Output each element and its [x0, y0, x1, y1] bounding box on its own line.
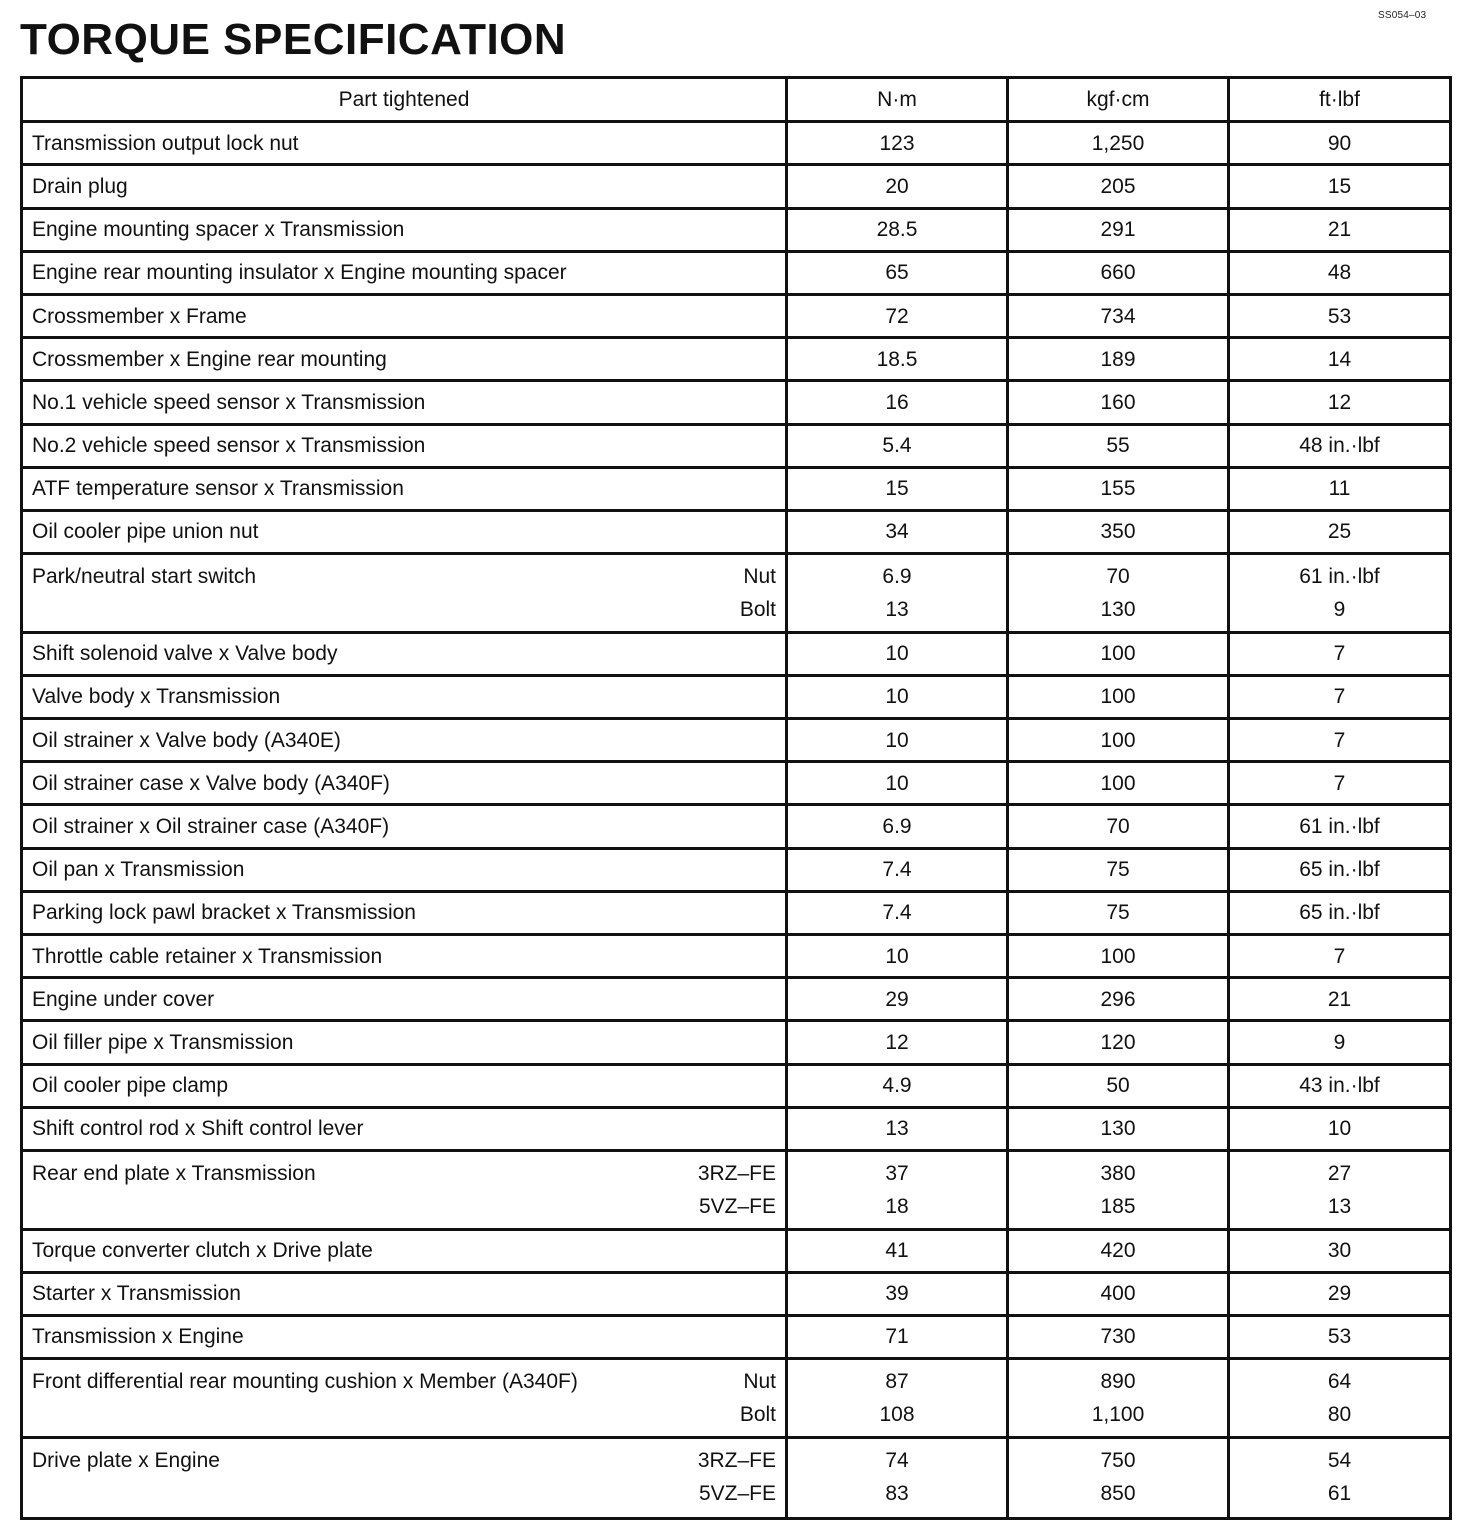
- value-kgf: 420: [1009, 1231, 1230, 1271]
- part-name: No.1 vehicle speed sensor x Transmission: [23, 382, 788, 422]
- value-kgf: 185: [1100, 1194, 1136, 1218]
- part-name: Parking lock pawl bracket x Transmission: [23, 893, 788, 933]
- part-name: Oil filler pipe x Transmission: [23, 1022, 788, 1062]
- sub-labels: [740, 560, 776, 626]
- value-ft: 90: [1327, 131, 1352, 155]
- part-name: Shift control rod x Shift control lever: [23, 1109, 788, 1149]
- sub-labels: [698, 1157, 776, 1223]
- value-kgf: 660: [1009, 253, 1230, 293]
- value-ft: 7: [1333, 944, 1346, 968]
- part-name: Front differential rear mounting cushion x Member (A340F): [32, 1370, 578, 1394]
- sub-labels: [698, 1444, 776, 1510]
- table-row: [23, 677, 1449, 720]
- part-name: Oil strainer x Valve body (A340E): [23, 720, 788, 760]
- document-code: SS054–03: [1378, 10, 1427, 21]
- value-kgf: 75: [1009, 850, 1230, 890]
- value-ft: 7: [1333, 642, 1346, 666]
- part-name: Transmission output lock nut: [23, 123, 788, 163]
- value-ft: 48: [1327, 261, 1352, 285]
- value-nm: 83: [885, 1481, 909, 1505]
- value-nm: 13: [885, 598, 909, 622]
- value-kgf-cell: [1009, 555, 1230, 631]
- table-row: [23, 426, 1449, 469]
- value-ft: 27: [1327, 1161, 1352, 1185]
- value-kgf: 100: [1009, 763, 1230, 803]
- value-kgf: 1,250: [1009, 123, 1230, 163]
- header-part: Part tightened: [23, 79, 788, 120]
- value-ft: 21: [1327, 987, 1352, 1011]
- part-name: Starter x Transmission: [23, 1274, 788, 1314]
- sub-label: Nut: [743, 1370, 776, 1394]
- part-name: Transmission x Engine: [23, 1317, 788, 1357]
- part-name: Oil pan x Transmission: [23, 850, 788, 890]
- value-ft: 65 in.·lbf: [1299, 901, 1380, 925]
- part-name: Crossmember x Frame: [23, 296, 788, 336]
- table-row: [23, 634, 1449, 677]
- value-ft: 53: [1327, 1325, 1352, 1349]
- value-nm: 10: [788, 634, 1009, 674]
- part-name: Drain plug: [23, 166, 788, 206]
- sub-label: Bolt: [739, 1403, 776, 1427]
- table-row: [23, 979, 1449, 1022]
- value-nm: 10: [788, 763, 1009, 803]
- value-ft: 61 in.·lbf: [1299, 565, 1380, 589]
- sub-label: Bolt: [739, 598, 776, 622]
- part-name: No.2 vehicle speed sensor x Transmission: [23, 426, 788, 466]
- value-nm: 108: [879, 1403, 915, 1427]
- value-ft: 61 in.·lbf: [1299, 815, 1380, 838]
- value-kgf: 734: [1009, 296, 1230, 336]
- value-ft: 7: [1333, 771, 1346, 795]
- part-name: Drive plate x Engine: [32, 1448, 220, 1472]
- value-nm: 87: [885, 1370, 909, 1394]
- value-nm: 18: [885, 1194, 909, 1218]
- table-row: [23, 253, 1449, 296]
- sub-labels: [740, 1365, 776, 1431]
- table-row: [23, 1360, 1449, 1439]
- value-kgf-cell: [1009, 1152, 1230, 1228]
- part-cell: [23, 1439, 788, 1518]
- value-kgf: 70: [1009, 806, 1230, 846]
- value-ft: 7: [1333, 728, 1346, 752]
- table-row: [23, 936, 1449, 979]
- value-nm: 7.4: [788, 893, 1009, 933]
- part-name: Oil cooler pipe clamp: [23, 1066, 788, 1106]
- table-row: [23, 512, 1449, 555]
- value-nm: 16: [788, 382, 1009, 422]
- sub-label: 3RZ–FE: [697, 1161, 776, 1185]
- value-ft: 53: [1327, 304, 1352, 328]
- value-kgf: 296: [1009, 979, 1230, 1019]
- value-nm: 10: [788, 936, 1009, 976]
- value-kgf: 189: [1009, 339, 1230, 379]
- part-name: Shift solenoid valve x Valve body: [23, 634, 788, 674]
- value-nm: 12: [788, 1022, 1009, 1062]
- value-ft: 29: [1327, 1282, 1352, 1306]
- table-row: [23, 339, 1449, 382]
- value-nm: 6.9: [788, 806, 1009, 846]
- value-ft: 48 in.·lbf: [1299, 434, 1380, 458]
- value-ft: 14: [1327, 347, 1352, 371]
- part-name: Engine mounting spacer x Transmission: [23, 210, 788, 250]
- value-ft: 7: [1333, 685, 1346, 709]
- part-name: Oil cooler pipe union nut: [23, 512, 788, 552]
- value-kgf: 155: [1009, 469, 1230, 509]
- value-kgf: 120: [1009, 1022, 1230, 1062]
- value-nm: 37: [885, 1161, 909, 1185]
- table-header-row: [23, 79, 1449, 123]
- value-ft: 54: [1327, 1448, 1352, 1472]
- value-nm: 7.4: [788, 850, 1009, 890]
- table-row: [23, 720, 1449, 763]
- table-row: [23, 806, 1449, 849]
- value-nm: 15: [788, 469, 1009, 509]
- table-row: [23, 1109, 1449, 1152]
- value-nm: 34: [788, 512, 1009, 552]
- value-kgf: 350: [1009, 512, 1230, 552]
- value-kgf: 291: [1009, 210, 1230, 250]
- value-nm: 13: [788, 1109, 1009, 1149]
- value-ft-cell: [1230, 555, 1449, 631]
- part-name: ATF temperature sensor x Transmission: [23, 469, 788, 509]
- table-row: [23, 1152, 1449, 1231]
- value-nm: 123: [788, 123, 1009, 163]
- value-nm: 72: [788, 296, 1009, 336]
- value-kgf: 50: [1009, 1066, 1230, 1106]
- value-nm: 74: [885, 1448, 909, 1472]
- table-row: [23, 893, 1449, 936]
- table-row: [23, 1274, 1449, 1317]
- value-nm-cell: [788, 1152, 1009, 1228]
- table-row: [23, 382, 1449, 425]
- value-kgf: 100: [1009, 936, 1230, 976]
- value-kgf: 130: [1100, 598, 1136, 622]
- part-name: Torque converter clutch x Drive plate: [23, 1231, 788, 1271]
- value-nm: 10: [788, 720, 1009, 760]
- value-nm: 6.9: [882, 565, 912, 589]
- value-ft: 80: [1327, 1403, 1352, 1427]
- value-kgf: 55: [1009, 426, 1230, 466]
- header-kgf: kgf·cm: [1009, 79, 1230, 120]
- table-row: [23, 469, 1449, 512]
- value-nm-cell: [788, 555, 1009, 631]
- value-nm: 10: [788, 677, 1009, 717]
- value-ft: 10: [1327, 1117, 1352, 1141]
- value-kgf: 75: [1009, 893, 1230, 933]
- sub-label: 5VZ–FE: [698, 1194, 776, 1218]
- value-nm: 5.4: [788, 426, 1009, 466]
- table-row: [23, 1231, 1449, 1274]
- value-kgf: 70: [1106, 565, 1130, 589]
- sub-label: 3RZ–FE: [697, 1448, 776, 1472]
- table-row: [23, 1439, 1449, 1518]
- part-name: Engine rear mounting insulator x Engine mounting spacer: [23, 253, 788, 293]
- value-kgf: 130: [1009, 1109, 1230, 1149]
- value-ft: 9: [1333, 598, 1346, 622]
- part-cell: [23, 1360, 788, 1436]
- value-ft: 12: [1327, 390, 1352, 414]
- value-kgf: 730: [1009, 1317, 1230, 1357]
- table-row: [23, 166, 1449, 209]
- value-kgf: 380: [1100, 1161, 1136, 1185]
- value-nm: 18.5: [788, 339, 1009, 379]
- part-cell: [23, 555, 788, 631]
- value-nm: 39: [788, 1274, 1009, 1314]
- value-kgf-cell: [1009, 1360, 1230, 1436]
- part-name: Valve body x Transmission: [23, 677, 788, 717]
- value-ft: 43 in.·lbf: [1299, 1074, 1380, 1098]
- value-ft-cell: [1230, 1152, 1449, 1228]
- value-kgf: 100: [1009, 720, 1230, 760]
- value-kgf: 100: [1009, 634, 1230, 674]
- value-nm: 71: [788, 1317, 1009, 1357]
- value-nm-cell: [788, 1360, 1009, 1436]
- torque-table: [20, 76, 1452, 1520]
- value-ft: 25: [1327, 520, 1352, 544]
- table-row: [23, 763, 1449, 806]
- value-kgf: 750: [1100, 1448, 1136, 1472]
- value-ft-cell: [1230, 1439, 1449, 1518]
- value-ft: 13: [1327, 1194, 1352, 1218]
- page-title: TORQUE SPECIFICATION: [20, 15, 567, 64]
- value-ft: 61: [1327, 1481, 1352, 1505]
- part-name: Throttle cable retainer x Transmission: [23, 936, 788, 976]
- part-name: Park/neutral start switch: [32, 565, 257, 589]
- part-name: Rear end plate x Transmission: [32, 1161, 316, 1185]
- part-name: Oil strainer case x Valve body (A340F): [23, 763, 788, 803]
- value-ft: 30: [1327, 1239, 1352, 1263]
- part-name: Engine under cover: [23, 979, 788, 1019]
- value-nm: 41: [788, 1231, 1009, 1271]
- value-ft: 65 in.·lbf: [1299, 858, 1380, 882]
- value-ft: 64: [1327, 1370, 1352, 1394]
- value-nm: 28.5: [788, 210, 1009, 250]
- value-ft: 21: [1327, 218, 1352, 242]
- value-kgf-cell: [1009, 1439, 1230, 1518]
- value-nm: 65: [788, 253, 1009, 293]
- value-ft-cell: [1230, 1360, 1449, 1436]
- value-ft: 9: [1333, 1030, 1346, 1054]
- value-nm: 29: [788, 979, 1009, 1019]
- table-row: [23, 210, 1449, 253]
- table-row: [23, 850, 1449, 893]
- value-kgf: 160: [1009, 382, 1230, 422]
- sub-label: 5VZ–FE: [698, 1481, 776, 1505]
- value-ft: 11: [1328, 477, 1351, 501]
- table-row: [23, 1022, 1449, 1065]
- value-nm: 4.9: [788, 1066, 1009, 1106]
- table-row: [23, 1317, 1449, 1360]
- value-kgf: 100: [1009, 677, 1230, 717]
- value-kgf: 890: [1100, 1370, 1136, 1394]
- value-kgf: 205: [1009, 166, 1230, 206]
- part-name: Oil strainer x Oil strainer case (A340F): [23, 806, 788, 846]
- header-nm: N·m: [788, 79, 1009, 120]
- part-cell: [23, 1152, 788, 1228]
- table-row: [23, 1066, 1449, 1109]
- table-row: [23, 555, 1449, 634]
- value-kgf: 1,100: [1091, 1403, 1145, 1427]
- value-kgf: 400: [1009, 1274, 1230, 1314]
- value-ft: 15: [1327, 174, 1352, 198]
- sub-label: Nut: [743, 565, 776, 589]
- header-ft: ft·lbf: [1319, 88, 1360, 112]
- value-nm: 20: [788, 166, 1009, 206]
- table-row: [23, 296, 1449, 339]
- part-name: Crossmember x Engine rear mounting: [23, 339, 788, 379]
- value-nm-cell: [788, 1439, 1009, 1518]
- value-kgf: 850: [1100, 1481, 1136, 1505]
- table-row: [23, 123, 1449, 166]
